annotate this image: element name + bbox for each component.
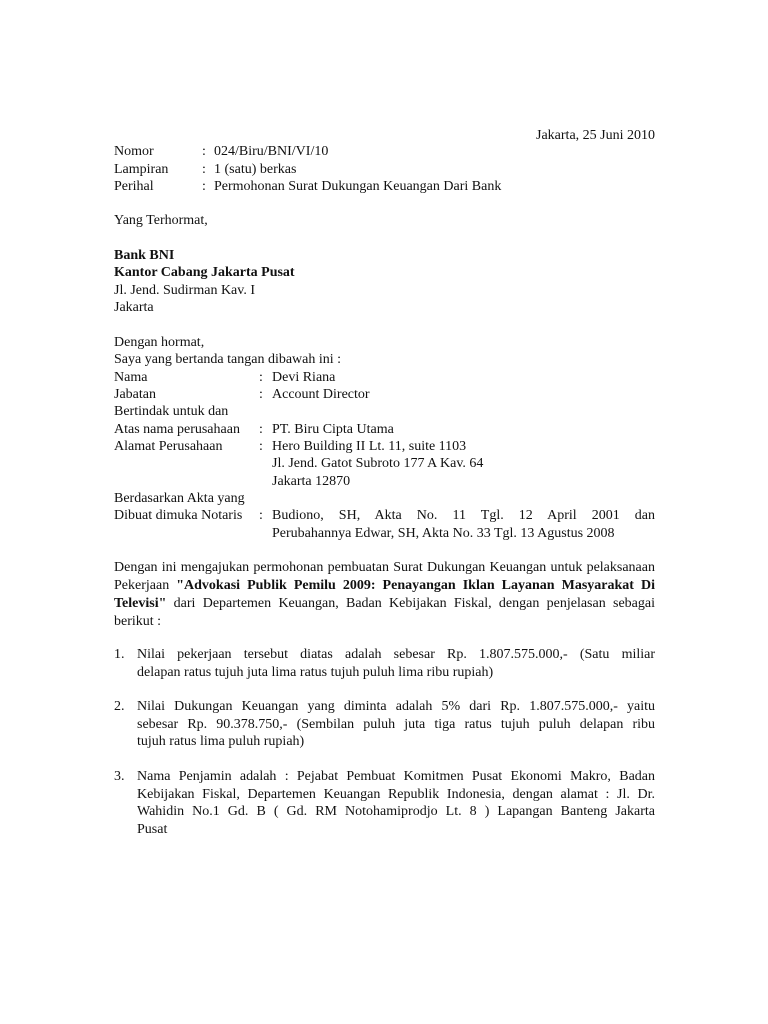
request-text: Dengan ini mengajukan permohonan pembuatan Surat Dukungan Keuangan untuk pelaksanaan Pekerjaan [114, 560, 655, 593]
list-item-text [137, 646, 655, 681]
intro-text: Saya yang bertanda tangan dibawah ini : [114, 352, 342, 367]
list-item-line: delapan ratus tujuh juta lima ratus tujuh puluh lima ribu rupiah) [137, 664, 494, 680]
list-item-line: Nilai Dukungan Keuangan yang diminta adalah 5% dari Rp. 1.807.575.000,- yaitu [137, 699, 655, 714]
list-item-text [137, 768, 655, 838]
salutation-to: Yang Terhormat, [114, 213, 208, 228]
list-item-line: Nilai pekerjaan tersebut diatas adalah sebesar Rp. 1.807.575.000,- (Satu miliar [137, 647, 655, 662]
signer-address-line: Jakarta 12870 [272, 474, 351, 489]
colon: : [259, 439, 263, 454]
list-item-text [137, 698, 655, 751]
signer-position-label: Jabatan [114, 387, 156, 402]
signer-acting-label: Bertindak untuk dan [114, 404, 229, 419]
list-item-line: Nama Penjamin adalah : Pejabat Pembuat Komitmen Pusat Ekonomi Makro, Badan [137, 769, 655, 784]
deed-line-text: Budiono, SH, Akta No. 11 Tgl. 12 April 2001 dan [272, 508, 655, 523]
header-label: Perihal [114, 179, 154, 194]
list-item-line: Pusat [137, 821, 168, 837]
deed-label: Berdasarkan Akta yang [114, 491, 245, 506]
list-item-line: Wahidin No.1 Gd. B ( Gd. RM Notohamiprodjo Lt. 8 ) Lapangan Banteng Jakarta [137, 804, 655, 819]
project-title: "Advokasi Publik Pemilu 2009: Penayangan Iklan Layanan Masyarakat Di Televisi" [114, 578, 656, 611]
recipient-branch: Kantor Cabang Jakarta Pusat [114, 265, 295, 280]
signer-name-value: Devi Riana [272, 370, 336, 385]
colon: : [202, 162, 206, 177]
list-item-number: 2. [114, 699, 125, 714]
signer-address-line: Hero Building II Lt. 11, suite 1103 [272, 439, 467, 454]
colon: : [259, 387, 263, 402]
signer-position-value: Account Director [272, 387, 370, 402]
list-item-line: Kebijakan Fiskal, Departemen Keuangan Republik Indonesia, dengan alamat : Jl. Dr. [137, 786, 655, 802]
signer-name-label: Nama [114, 370, 148, 385]
recipient-city: Jakarta [114, 300, 154, 315]
colon: : [259, 508, 263, 523]
deed-line: Perubahannya Edwar, SH, Akta No. 33 Tgl. 13 Agustus 2008 [272, 526, 615, 541]
letter-date: Jakarta, 25 Juni 2010 [536, 128, 655, 143]
signer-company-label: Atas nama perusahaan [114, 422, 240, 437]
header-value: Permohonan Surat Dukungan Keuangan Dari Bank [214, 179, 502, 194]
request-paragraph [114, 559, 655, 631]
recipient-name: Bank BNI [114, 248, 175, 263]
colon: : [202, 144, 206, 159]
deed-label: Dibuat dimuka Notaris [114, 508, 243, 523]
greeting: Dengan hormat, [114, 335, 205, 350]
recipient-address: Jl. Jend. Sudirman Kav. I [114, 283, 256, 298]
header-label: Nomor [114, 144, 154, 159]
header-value: 1 (satu) berkas [214, 162, 297, 177]
request-text: dari Departemen Keuangan, Badan Kebijakan Fiskal, dengan penjelasan sebagai berikut : [114, 596, 655, 629]
list-item-number: 1. [114, 647, 125, 662]
colon: : [259, 422, 263, 437]
list-item-line: tujuh ratus lima puluh rupiah) [137, 734, 305, 749]
colon: : [259, 370, 263, 385]
deed-line [272, 507, 655, 525]
header-value: 024/Biru/BNI/VI/10 [214, 144, 329, 159]
signer-address-line: Jl. Jend. Gatot Subroto 177 A Kav. 64 [272, 456, 484, 471]
signer-company-value: PT. Biru Cipta Utama [272, 422, 394, 437]
list-item-number: 3. [114, 769, 125, 784]
header-label: Lampiran [114, 162, 169, 177]
list-item-line: sebesar Rp. 90.378.750,- (Sembilan puluh juta tiga ratus tujuh puluh delapan ribu [137, 716, 655, 732]
colon: : [202, 179, 206, 194]
signer-address-label: Alamat Perusahaan [114, 439, 223, 454]
